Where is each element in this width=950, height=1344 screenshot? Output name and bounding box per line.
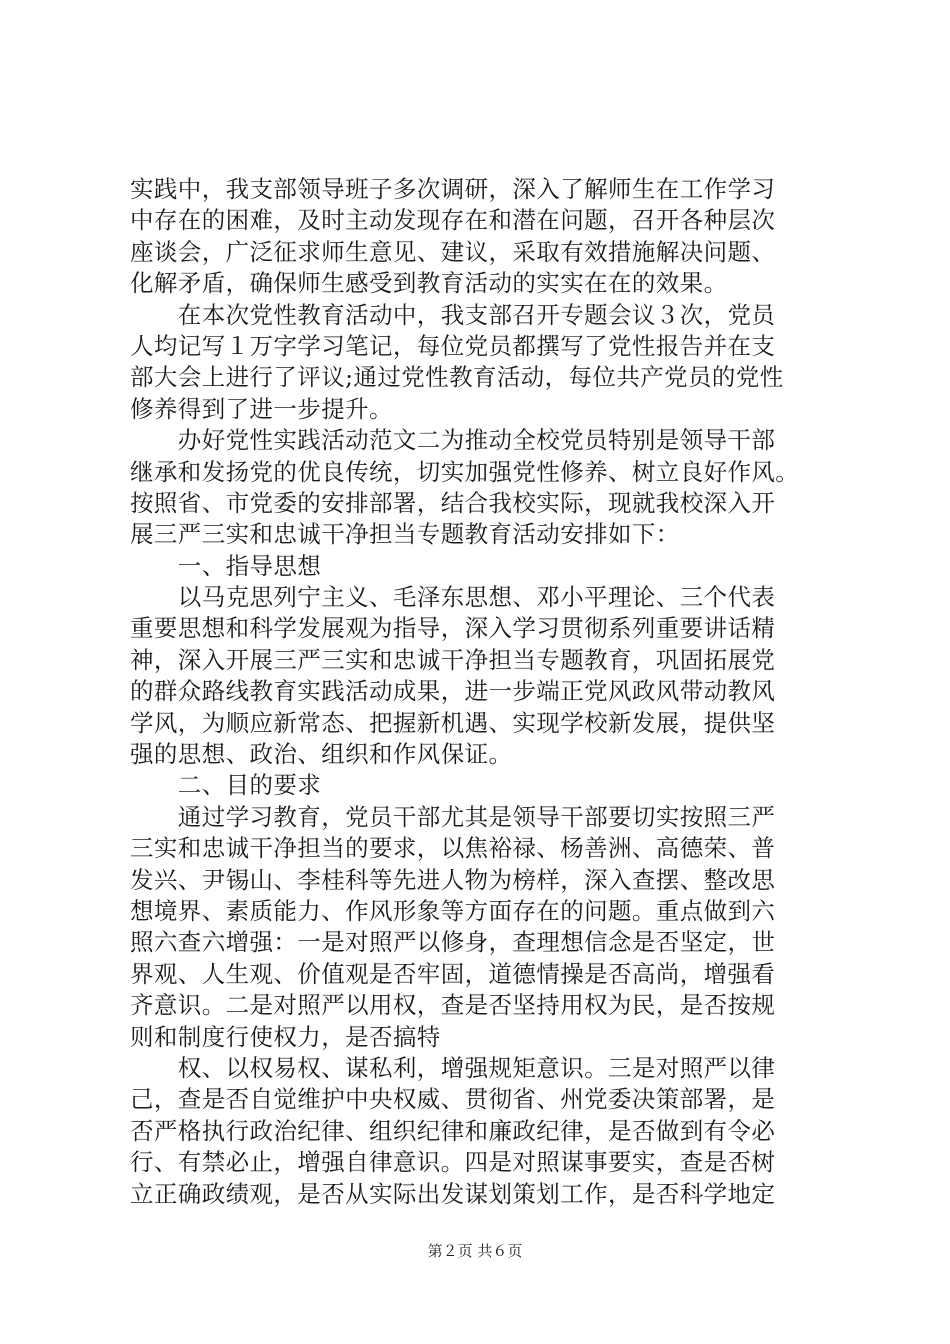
text-line: 展三严三实和忠诚干净担当专题教育活动安排如下： xyxy=(130,520,680,549)
text-line: 实践中，我支部领导班子多次调研，深入了解师生在工作学习 xyxy=(130,175,776,203)
text-line: 修养得到了进一步提升。 xyxy=(130,394,393,423)
text-line: 人均记写１万字学习笔记，每位党员都撰写了党性报告并在支 xyxy=(130,331,776,360)
text-line: 界观、人生观、价值观是否牢固，道德情操是否高尚，增强看 xyxy=(130,959,776,988)
text-line: 化解矛盾，确保师生感受到教育活动的实实在在的效果。 xyxy=(130,269,728,298)
text-line: 部大会上进行了评议;通过党性教育活动，每位共产党员的党性 xyxy=(130,363,784,392)
text-line: 通过学习教育，党员干部尤其是领导干部要切实按照三严 xyxy=(130,802,776,831)
section-heading: 一、指导思想 xyxy=(130,551,322,580)
text-line: 办好党性实践活动范文二为推动全校党员特别是领导干部 xyxy=(130,426,776,455)
text-line: 重要思想和科学发展观为指导，深入学习贯彻系列重要讲话精 xyxy=(130,614,776,643)
text-line: 继承和发扬党的优良传统，切实加强党性修养、树立良好作风。 xyxy=(130,457,800,486)
text-line: 在本次党性教育活动中，我支部召开专题会议３次，党员 xyxy=(130,300,776,329)
text-line: 发兴、尹锡山、李桂科等先进人物为榜样，深入查摆、整改思 xyxy=(130,865,776,894)
text-line: 照六查六增强：一是对照严以修身，查理想信念是否坚定，世 xyxy=(130,928,776,957)
text-line: 中存在的困难，及时主动发现存在和潜在问题，召开各种层次 xyxy=(130,206,776,235)
text-line: 否严格执行政治纪律、组织纪律和廉政纪律，是否做到有令必 xyxy=(130,1116,776,1145)
text-line: 权、以权易权、谋私利，增强规矩意识。三是对照严以律 xyxy=(130,1053,776,1082)
text-line: 学风，为顺应新常态、把握新机遇、实现学校新发展，提供坚 xyxy=(130,708,776,737)
text-line: 立正确政绩观，是否从实际出发谋划策划工作，是否科学地定 xyxy=(130,1179,776,1208)
text-line: 则和制度行使权力，是否搞特 xyxy=(130,1022,441,1051)
text-line: 座谈会，广泛征求师生意见、建议，采取有效措施解决问题、 xyxy=(130,237,776,266)
section-heading: 二、目的要求 xyxy=(130,771,322,800)
page-number-footer: 第２页 共６页 xyxy=(427,1242,523,1260)
document-body xyxy=(130,174,832,1210)
text-line: 齐意识。二是对照严以用权，查是否坚持用权为民，是否按规 xyxy=(130,991,776,1020)
text-line: 行、有禁必止，增强自律意识。四是对照谋事要实，查是否树 xyxy=(130,1148,776,1177)
text-line: 的群众路线教育实践活动成果，进一步端正党风政风带动教风 xyxy=(130,677,776,706)
text-line: 三实和忠诚干净担当的要求，以焦裕禄、杨善洲、高德荣、普 xyxy=(130,834,776,863)
text-line: 己，查是否自觉维护中央权威、贯彻省、州党委决策部署，是 xyxy=(130,1085,776,1114)
text-line: 按照省、市党委的安排部署，结合我校实际，现就我校深入开 xyxy=(130,488,776,517)
text-line: 想境界、素质能力、作风形象等方面存在的问题。重点做到六 xyxy=(130,896,776,925)
text-line: 强的思想、政治、组织和作风保证。 xyxy=(130,740,513,769)
text-line: 以马克思列宁主义、毛泽东思想、邓小平理论、三个代表 xyxy=(130,583,776,612)
text-line: 神，深入开展三严三实和忠诚干净担当专题教育，巩固拓展党 xyxy=(130,645,776,674)
